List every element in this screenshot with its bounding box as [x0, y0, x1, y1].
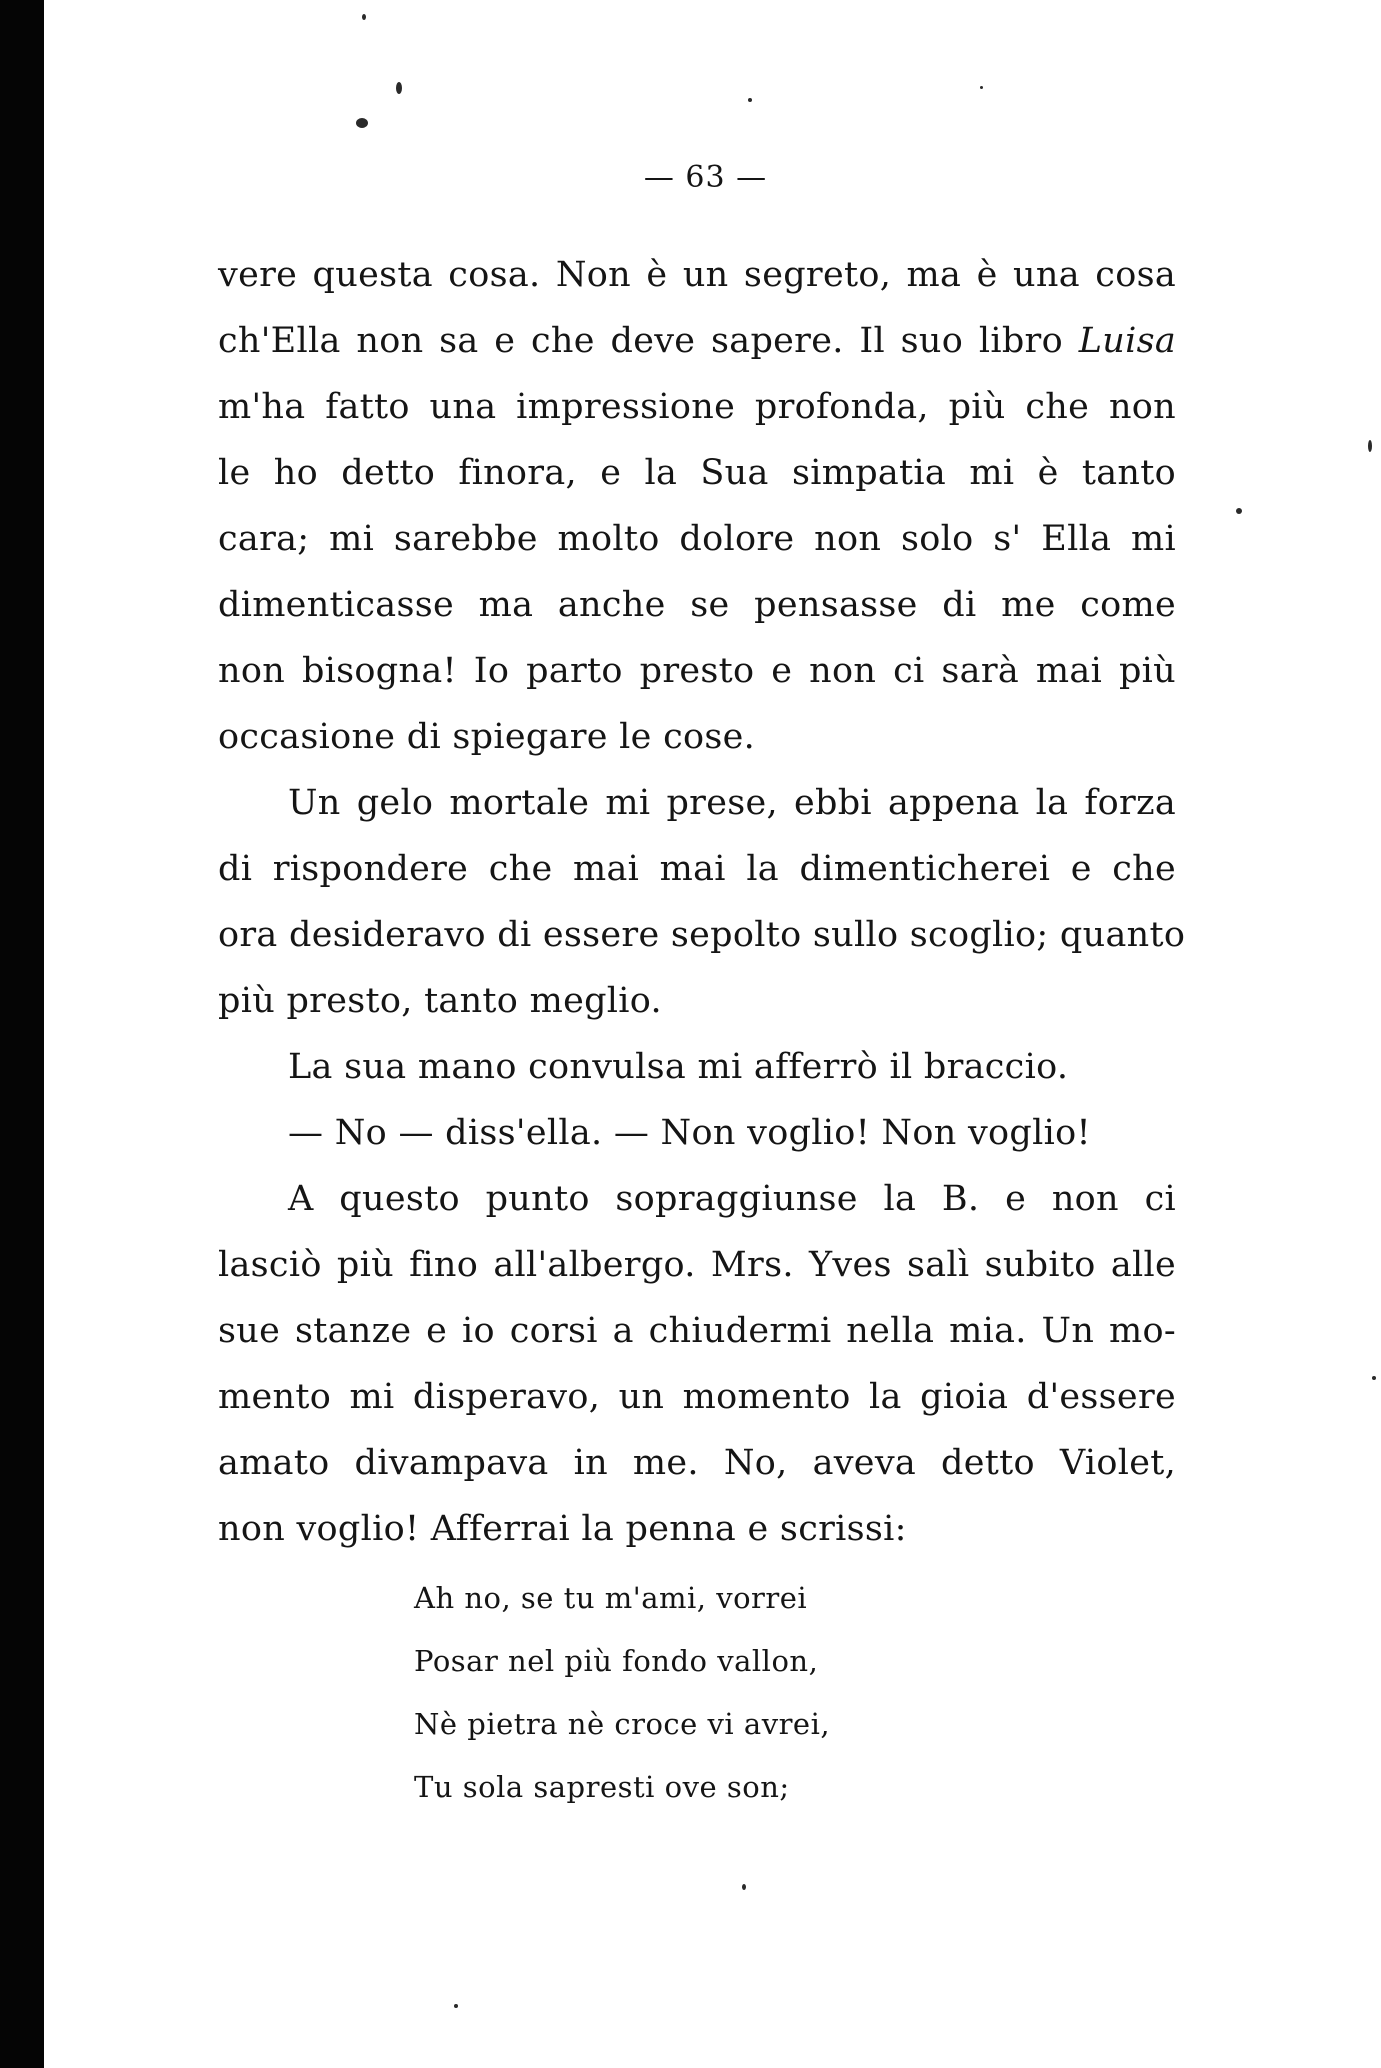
text-line: sue stanze e io corsi a chiudermi nella mia. Un mo- [218, 1311, 1176, 1351]
scan-speck [748, 98, 752, 102]
scan-speck [1368, 440, 1372, 452]
text-line: ch'Ella non sa e che deve sapere. Il suo libro Luisa [218, 321, 1176, 361]
text-line: dimenticasse ma anche se pensasse di me come [218, 585, 1176, 625]
text-line: occasione di spiegare le cose. [218, 717, 756, 757]
poem-verse: Posar nel più fondo vallon, [414, 1644, 819, 1678]
page-binding-edge [0, 0, 44, 2068]
text-line: le ho detto finora, e la Sua simpatia mi è tanto [218, 453, 1176, 493]
text-line: vere questa cosa. Non è un segreto, ma è una cosa [218, 255, 1176, 295]
scan-speck [454, 2004, 458, 2008]
scan-speck [362, 14, 366, 20]
text-line: cara; mi sarebbe molto dolore non solo s' Ella mi [218, 519, 1176, 559]
body-text [218, 242, 1186, 1562]
text-line: Un gelo mortale mi prese, ebbi appena la forza [288, 783, 1176, 823]
scan-speck [980, 86, 983, 89]
text-line: mento mi disperavo, un momento la gioia d'essere [218, 1377, 1176, 1417]
scan-speck [1236, 508, 1242, 514]
text-line: non bisogna! Io parto presto e non ci sarà mai più [218, 651, 1176, 691]
scan-speck [356, 118, 368, 128]
text-line: amato divampava in me. No, aveva detto Violet, [218, 1443, 1176, 1483]
text-line: A questo punto sopraggiunse la B. e non ci [288, 1179, 1176, 1219]
poem-verse: Nè pietra nè croce vi avrei, [414, 1707, 831, 1741]
text-line: di rispondere che mai mai la dimenticherei e che [218, 849, 1176, 889]
text-line: La sua mano convulsa mi afferrò il braccio. [288, 1047, 1069, 1087]
scan-speck [396, 82, 402, 94]
scan-speck [742, 1884, 746, 1890]
poem-stanza [414, 1567, 830, 1819]
text-line: più presto, tanto meglio. [218, 981, 662, 1021]
page-number: — 63 — [643, 160, 768, 195]
poem-verse: Tu sola sapresti ove son; [414, 1770, 790, 1804]
text-line: — No — diss'ella. — Non voglio! Non voglio! [288, 1113, 1091, 1153]
book-title: Luisa [1078, 321, 1176, 361]
poem-verse: Ah no, se tu m'ami, vorrei [414, 1581, 808, 1615]
scan-speck [1372, 1376, 1376, 1380]
text-line: lasciò più fino all'albergo. Mrs. Yves salì subito alle [218, 1245, 1176, 1285]
text-line: m'ha fatto una impressione profonda, più che non [218, 387, 1176, 427]
text-line: non voglio! Afferrai la penna e scrissi: [218, 1509, 907, 1549]
text-line: ora desideravo di essere sepolto sullo scoglio; quanto [218, 915, 1186, 955]
